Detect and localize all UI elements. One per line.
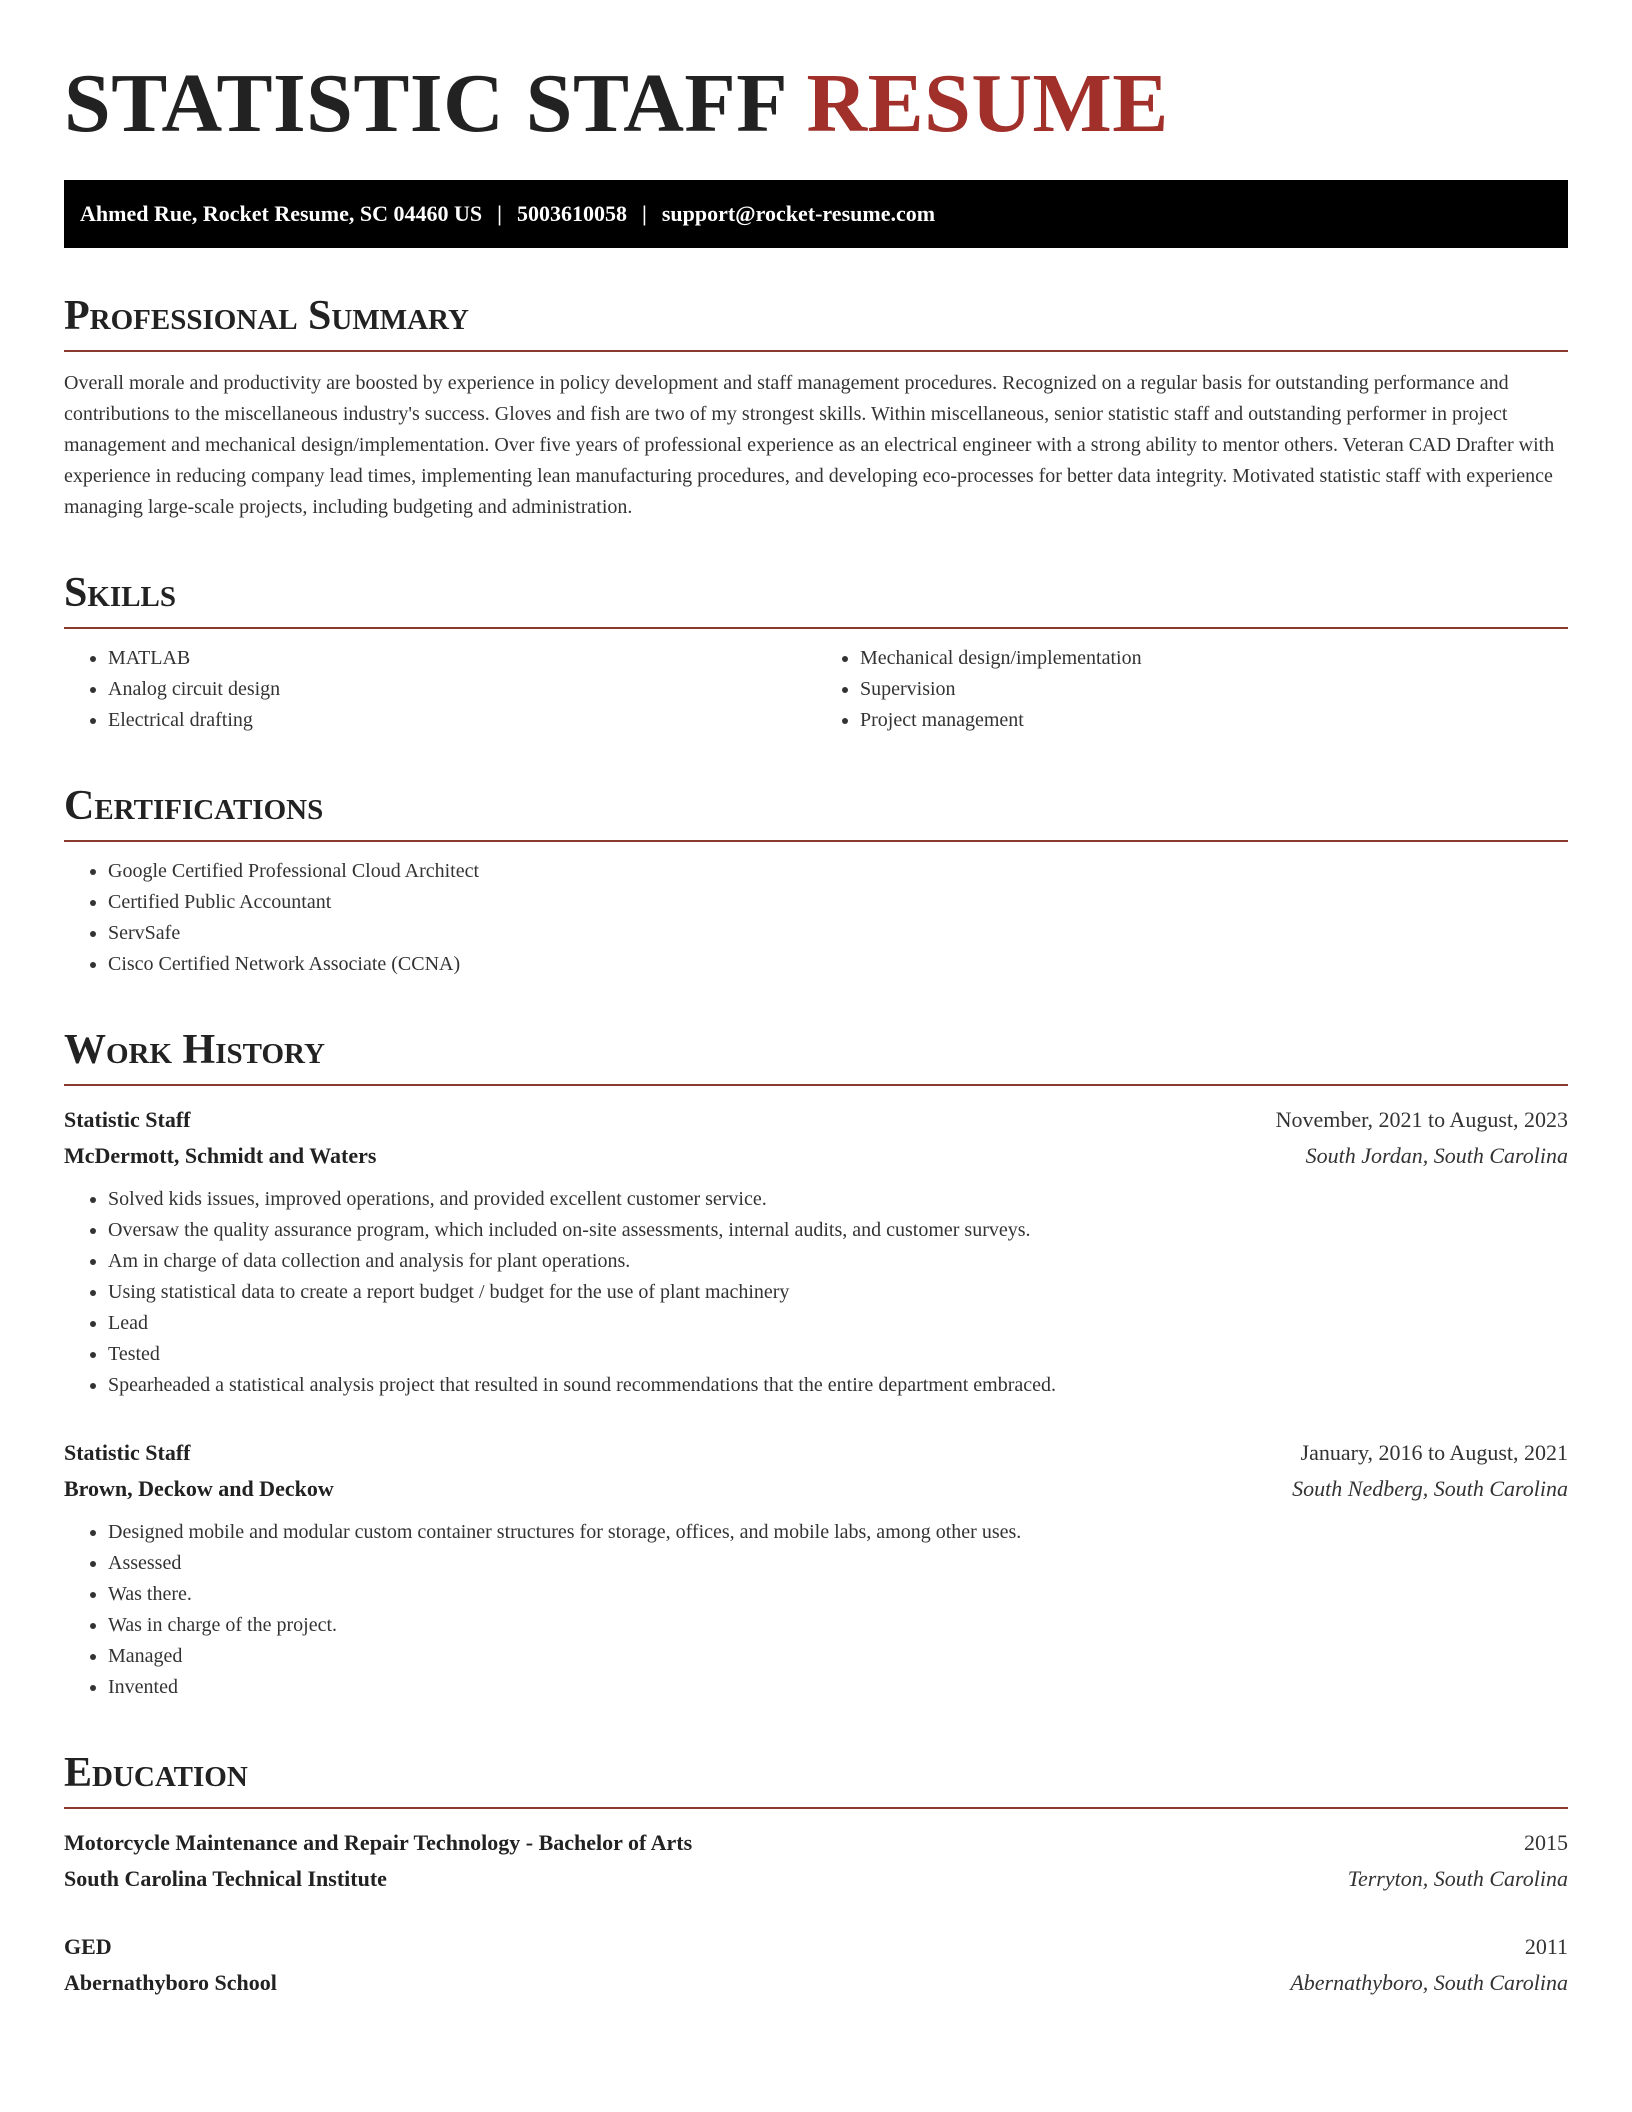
education-year: 2015 [1524, 1830, 1568, 1855]
job-company: McDermott, Schmidt and Waters [64, 1143, 377, 1168]
job-bullet: • Spearheaded a statistical analysis project that resulted in sound recommendations that the entire department embraced. [108, 1370, 1568, 1401]
job-bullet: • Assessed [108, 1548, 1568, 1579]
skills-column-left [64, 643, 816, 736]
certifications-list [64, 856, 1568, 980]
summary-text: Overall morale and productivity are boosted by experience in policy development and staff management procedures. Recognized on a regular basis for outstanding performance and contributions to the miscellaneous industry's success. Gloves and fish are two of my strongest skills. Within miscellaneous, senior statistic staff and outstanding performer in project management and mechanical design/implementation. Over five years of professional experience as an electrical engineer with a strong ability to mentor others. Veteran CAD Drafter with experience in reducing company lead times, implementing lean manufacturing procedures, and developing eco-processes for better data integrity. Motivated statistic staff with experience managing large-scale projects, including budgeting and administration. [64, 372, 1555, 518]
job-location: South Nedberg, South Carolina [1292, 1476, 1568, 1501]
education-location: Terryton, South Carolina [1347, 1866, 1568, 1891]
page-title [64, 0, 1568, 152]
certification-item: • Google Certified Professional Cloud Architect [108, 856, 1568, 887]
job-dates: January, 2016 to August, 2021 [1300, 1440, 1568, 1465]
job-entry [64, 1102, 1568, 1401]
skill-item: • Analog circuit design [108, 674, 816, 705]
certification-item: • Certified Public Accountant [108, 887, 1568, 918]
education-entry [64, 1929, 1568, 2001]
job-bullet: • Was there. [108, 1579, 1568, 1610]
job-bullets [64, 1517, 1568, 1703]
job-dates: November, 2021 to August, 2023 [1275, 1107, 1568, 1132]
job-bullets [64, 1184, 1568, 1401]
contact-bar [64, 180, 1568, 248]
job-bullet: • Lead [108, 1308, 1568, 1339]
education-school: South Carolina Technical Institute [64, 1866, 387, 1891]
education-school: Abernathyboro School [64, 1970, 277, 1995]
job-company: Brown, Deckow and Deckow [64, 1476, 334, 1501]
job-entry [64, 1435, 1568, 1703]
contact-email: support@rocket-resume.com [661, 201, 936, 226]
skill-item: • Mechanical design/implementation [860, 643, 1568, 674]
skills-heading: Skills [64, 569, 1568, 629]
job-location: South Jordan, South Carolina [1305, 1143, 1568, 1168]
skills-column-right [816, 643, 1568, 736]
summary-heading: Professional Summary [64, 292, 1568, 352]
job-bullet: • Am in charge of data collection and analysis for plant operations. [108, 1246, 1568, 1277]
job-bullet: • Oversaw the quality assurance program, which included on-site assessments, internal audits, and customer surveys. [108, 1215, 1568, 1246]
job-bullet: • Solved kids issues, improved operations, and provided excellent customer service. [108, 1184, 1568, 1215]
certifications-heading: Certifications [64, 782, 1568, 842]
job-bullet: • Tested [108, 1339, 1568, 1370]
contact-phone: 5003610058 [516, 201, 627, 226]
skill-item: • Supervision [860, 674, 1568, 705]
job-bullet: • Managed [108, 1641, 1568, 1672]
education-entry [64, 1825, 1568, 1897]
education-degree: GED [64, 1934, 112, 1959]
title-main: STATISTIC STAFF [64, 57, 785, 150]
education-year: 2011 [1524, 1934, 1568, 1959]
work-history-heading: Work History [64, 1026, 1568, 1086]
skill-item: • Electrical drafting [108, 705, 816, 736]
job-bullet: • Using statistical data to create a report budget / budget for the use of plant machinery [108, 1277, 1568, 1308]
skill-item: • MATLAB [108, 643, 816, 674]
job-bullet: • Was in charge of the project. [108, 1610, 1568, 1641]
resume-page [64, 0, 1568, 2001]
job-bullet: • Invented [108, 1672, 1568, 1703]
education-degree: Motorcycle Maintenance and Repair Technology - Bachelor of Arts [64, 1830, 693, 1855]
skills-list [64, 643, 1568, 736]
job-title: Statistic Staff [64, 1440, 191, 1465]
contact-address: Ahmed Rue, Rocket Resume, SC 04460 US [80, 201, 483, 226]
certification-item: • Cisco Certified Network Associate (CCNA) [108, 949, 1568, 980]
education-heading: Education [64, 1749, 1568, 1809]
certification-item: • ServSafe [108, 918, 1568, 949]
contact-separator: | [497, 201, 502, 226]
contact-separator: | [641, 201, 647, 226]
education-location: Abernathyboro, South Carolina [1290, 1970, 1568, 1995]
title-accent: RESUME [806, 57, 1169, 150]
skill-item: • Project management [860, 705, 1568, 736]
job-title: Statistic Staff [64, 1107, 191, 1132]
job-bullet: • Designed mobile and modular custom container structures for storage, offices, and mobile labs, among other uses. [108, 1517, 1568, 1548]
